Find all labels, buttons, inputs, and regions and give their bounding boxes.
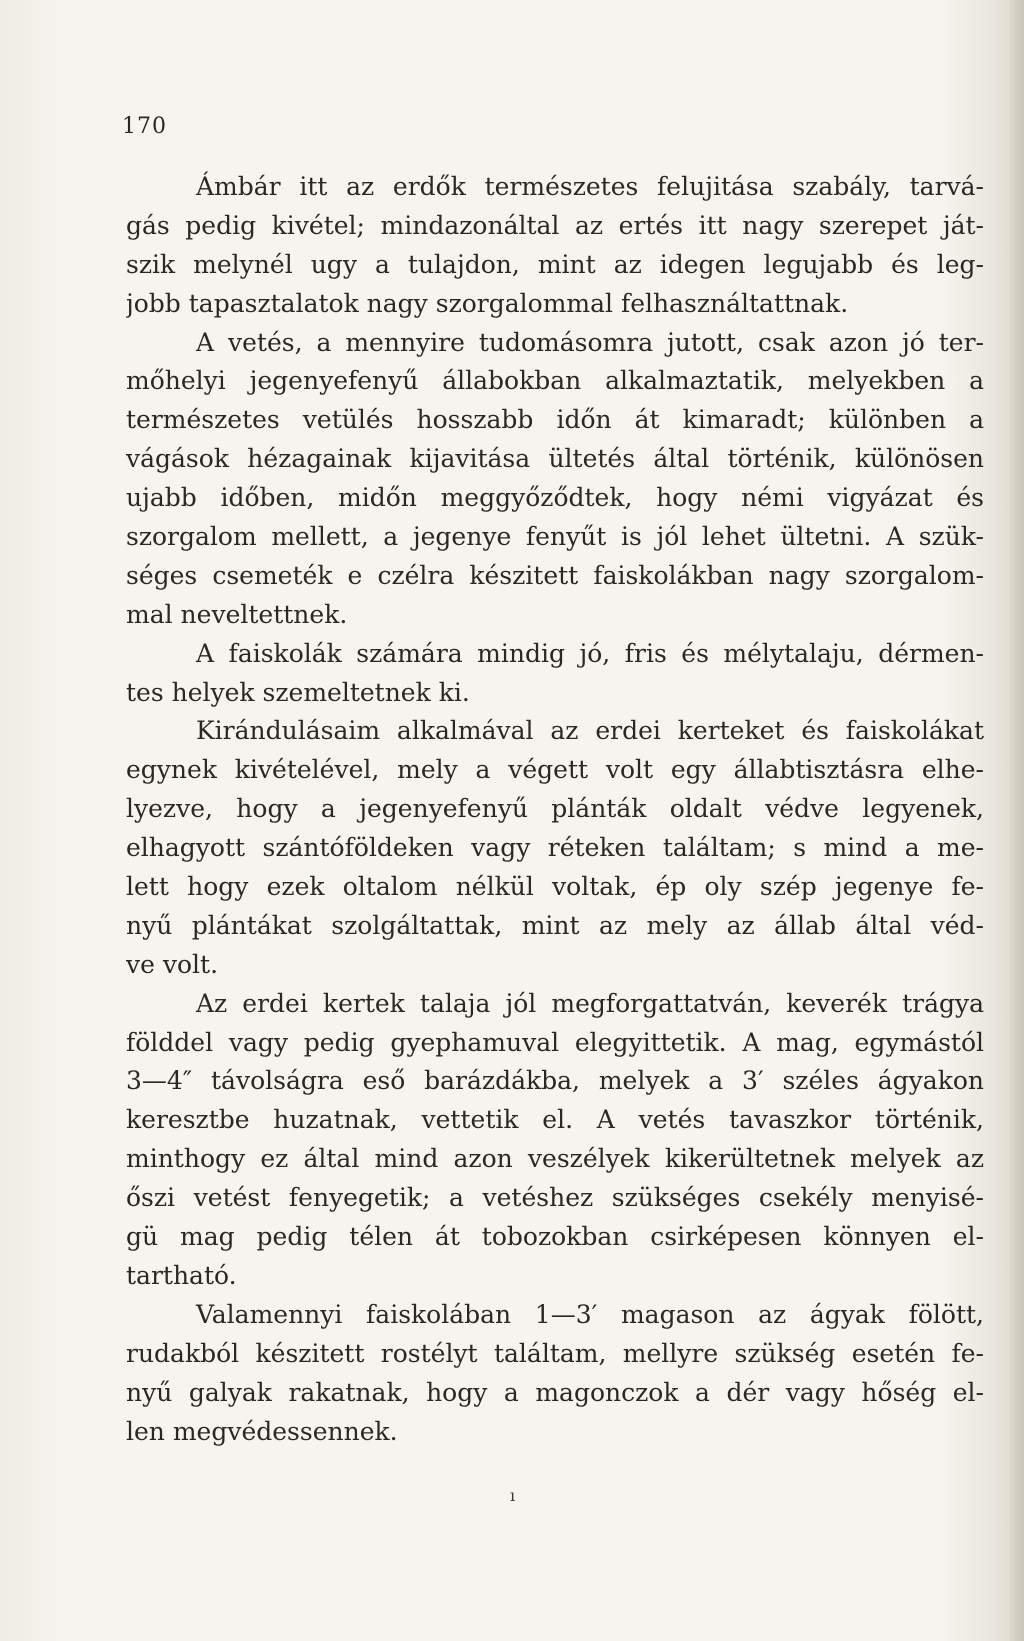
text-line: lett hogy ezek oltalom nélkül voltak, ép oly szép jegenye fe- bbox=[126, 872, 984, 902]
text-line: gás pedig kivétel; mindazonáltal az ertés itt nagy szerepet ját- bbox=[126, 210, 984, 240]
text-line: ve volt. bbox=[126, 949, 219, 979]
text-line: mőhelyi jegenyefenyű állabokban alkalmaztatik, melyekben a bbox=[126, 366, 984, 396]
text-line: egynek kivételével, mely a végett volt egy állabtisztásra elhe- bbox=[126, 755, 984, 785]
text-line: szorgalom mellett, a jegenye fenyűt is jól lehet ültetni. A szük- bbox=[126, 522, 984, 552]
text-line: Valamennyi faiskolában 1—3′ magason az ágyak fölött, bbox=[196, 1299, 984, 1329]
text-line: tes helyek szemeltetnek ki. bbox=[126, 677, 470, 707]
body-text bbox=[126, 168, 984, 1451]
page-edge bbox=[1010, 0, 1024, 1641]
text-line: séges csemeték e czélra készitett faiskolákban nagy szorgalom- bbox=[126, 560, 984, 590]
text-line: rudakból készitett rostélyt találtam, mellyre szükség esetén fe- bbox=[126, 1338, 984, 1368]
text-line: nyű plántákat szolgáltattak, mint az mely az állab által véd- bbox=[126, 910, 984, 940]
text-line: A vetés, a mennyire tudomásomra jutott, csak azon jó ter- bbox=[196, 327, 984, 357]
text-line: Ámbár itt az erdők természetes felujitása szabály, tarvá- bbox=[196, 172, 984, 201]
page-number: 170 bbox=[122, 114, 167, 139]
text-line: tartható. bbox=[126, 1260, 237, 1290]
text-line: nyű galyak rakatnak, hogy a magonczok a dér vagy hőség el- bbox=[126, 1377, 984, 1407]
text-line: földdel vagy pedig gyephamuval elegyittetik. A mag, egymástól bbox=[126, 1027, 984, 1057]
text-line: mal neveltettnek. bbox=[126, 599, 348, 629]
stray-mark: ı bbox=[510, 1486, 516, 1505]
text-line: len megvédessennek. bbox=[126, 1416, 398, 1446]
text-line: A faiskolák számára mindig jó, fris és mélytalaju, dérmen- bbox=[196, 638, 984, 668]
text-line: gü mag pedig télen át tobozokban csirképesen könnyen el- bbox=[126, 1222, 984, 1252]
text-line: őszi vetést fenyegetik; a vetéshez szükséges csekély menyisé- bbox=[126, 1183, 984, 1213]
text-line: 3—4″ távolságra eső barázdákba, melyek a 3′ széles ágyakon bbox=[126, 1066, 984, 1096]
text-line: lyezve, hogy a jegenyefenyű plánták oldalt védve legyenek, bbox=[126, 794, 984, 824]
text-line: jobb tapasztalatok nagy szorgalommal felhasználtattnak. bbox=[126, 288, 849, 318]
text-line: minthogy ez által mind azon veszélyek kikerültetnek melyek az bbox=[126, 1144, 984, 1174]
text-line: elhagyott szántóföldeken vagy réteken találtam; s mind a me- bbox=[126, 833, 984, 863]
text-line: ujabb időben, midőn meggyőződtek, hogy némi vigyázat és bbox=[126, 483, 984, 513]
text-line: Az erdei kertek talaja jól megforgattatván, keverék trágya bbox=[196, 988, 984, 1018]
text-line: vágások hézagainak kijavitása ültetés által történik, különösen bbox=[126, 444, 984, 474]
text-line: Kirándulásaim alkalmával az erdei kerteket és faiskolákat bbox=[196, 716, 984, 746]
text-line: természetes vetülés hosszabb időn át kimaradt; különben a bbox=[126, 405, 984, 435]
text-line: keresztbe huzatnak, vettetik el. A vetés tavaszkor történik, bbox=[126, 1105, 984, 1135]
text-line: szik melynél ugy a tulajdon, mint az idegen legujabb és leg- bbox=[126, 249, 984, 279]
